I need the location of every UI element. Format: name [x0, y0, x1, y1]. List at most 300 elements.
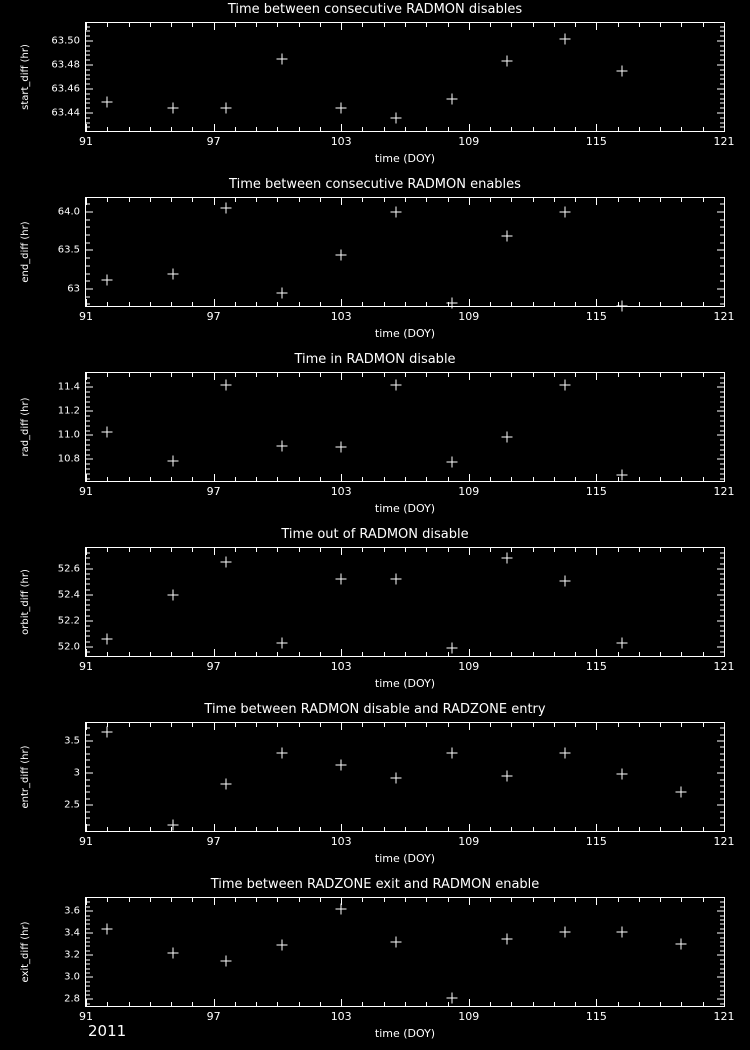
x-minor-tick	[618, 373, 619, 377]
x-minor-tick	[277, 723, 278, 727]
x-minor-tick	[256, 23, 257, 27]
data-point	[446, 993, 457, 1004]
y-minor-tick	[720, 416, 724, 417]
x-tick-label: 91	[79, 310, 93, 323]
data-point	[502, 553, 513, 564]
x-minor-tick	[299, 23, 300, 27]
x-minor-tick	[681, 827, 682, 831]
y-minor-tick	[86, 454, 90, 455]
x-minor-tick	[129, 898, 130, 902]
y-minor-tick	[720, 955, 724, 956]
y-minor-tick	[720, 387, 724, 388]
y-minor-tick	[86, 928, 90, 929]
data-point	[336, 250, 347, 261]
y-minor-tick	[86, 235, 90, 236]
y-minor-tick	[86, 41, 90, 42]
y-minor-tick	[86, 242, 90, 243]
data-point	[221, 103, 232, 114]
x-minor-tick	[214, 827, 215, 831]
x-minor-tick	[490, 652, 491, 656]
y-minor-tick	[720, 459, 724, 460]
y-minor-tick	[720, 605, 724, 606]
y-minor-tick	[720, 454, 724, 455]
y-minor-tick	[86, 766, 90, 767]
x-minor-tick	[639, 548, 640, 552]
x-minor-tick	[384, 898, 385, 902]
y-minor-tick	[86, 411, 90, 412]
y-minor-tick	[86, 999, 90, 1000]
y-minor-tick	[720, 103, 724, 104]
x-minor-tick	[554, 373, 555, 377]
x-minor-tick	[214, 1002, 215, 1006]
x-minor-tick	[618, 723, 619, 727]
x-minor-tick	[405, 827, 406, 831]
x-minor-tick	[469, 898, 470, 902]
y-minor-tick	[86, 924, 90, 925]
y-tick-label: 11.0	[57, 429, 80, 441]
data-point	[559, 206, 570, 217]
y-minor-tick	[720, 620, 724, 621]
y-minor-tick	[86, 98, 90, 99]
y-minor-tick	[720, 469, 724, 470]
x-minor-tick	[299, 827, 300, 831]
y-minor-tick	[720, 421, 724, 422]
y-minor-tick	[86, 401, 90, 402]
y-tick-label: 63.46	[51, 83, 80, 95]
x-minor-tick	[426, 373, 427, 377]
x-minor-tick	[150, 477, 151, 481]
x-minor-tick	[214, 548, 215, 552]
data-point	[102, 274, 113, 285]
x-tick-label: 121	[713, 1010, 735, 1023]
y-minor-tick	[86, 792, 90, 793]
x-minor-tick	[86, 723, 87, 727]
y-minor-tick	[720, 127, 724, 128]
y-minor-tick	[86, 760, 90, 761]
x-minor-tick	[681, 127, 682, 131]
y-minor-tick	[86, 435, 90, 436]
x-minor-tick	[405, 548, 406, 552]
x-minor-tick	[554, 477, 555, 481]
y-minor-tick	[720, 296, 724, 297]
y-tick-label: 2.5	[64, 799, 80, 811]
data-point	[168, 103, 179, 114]
y-minor-tick	[720, 728, 724, 729]
y-minor-tick	[720, 122, 724, 123]
data-point	[168, 589, 179, 600]
x-minor-tick	[575, 652, 576, 656]
data-point	[391, 206, 402, 217]
y-minor-tick	[720, 473, 724, 474]
x-minor-tick	[426, 302, 427, 306]
x-minor-tick	[554, 198, 555, 202]
x-minor-tick	[299, 898, 300, 902]
x-minor-tick	[107, 827, 108, 831]
x-tick-label: 121	[713, 835, 735, 848]
y-minor-tick	[86, 558, 90, 559]
y-minor-tick	[720, 805, 724, 806]
x-minor-tick	[490, 477, 491, 481]
x-minor-tick	[384, 477, 385, 481]
x-minor-tick	[448, 23, 449, 27]
x-minor-tick	[618, 198, 619, 202]
y-minor-tick	[86, 55, 90, 56]
y-minor-tick	[720, 568, 724, 569]
y-minor-tick	[720, 445, 724, 446]
y-minor-tick	[86, 568, 90, 569]
x-minor-tick	[129, 1002, 130, 1006]
data-point	[102, 727, 113, 738]
x-minor-tick	[724, 302, 725, 306]
y-minor-tick	[86, 615, 90, 616]
data-point	[559, 575, 570, 586]
y-minor-tick	[86, 204, 90, 205]
y-minor-tick	[720, 933, 724, 934]
x-minor-tick	[469, 127, 470, 131]
y-minor-tick	[86, 626, 90, 627]
y-tick-label: 3.4	[64, 927, 80, 939]
x-minor-tick	[256, 548, 257, 552]
plot-area	[57, 197, 735, 323]
y-minor-tick	[86, 942, 90, 943]
y-minor-tick	[720, 915, 724, 916]
y-minor-tick	[86, 440, 90, 441]
y-minor-tick	[86, 584, 90, 585]
y-minor-tick	[86, 469, 90, 470]
y-minor-tick	[86, 933, 90, 934]
x-minor-tick	[362, 1002, 363, 1006]
x-minor-tick	[320, 302, 321, 306]
x-minor-tick	[681, 302, 682, 306]
y-minor-tick	[720, 74, 724, 75]
data-point	[446, 456, 457, 467]
x-axis-label: time (DOY)	[374, 852, 436, 865]
x-minor-tick	[490, 827, 491, 831]
y-minor-tick	[720, 204, 724, 205]
x-minor-tick	[256, 302, 257, 306]
x-minor-tick	[192, 548, 193, 552]
x-minor-tick	[575, 23, 576, 27]
y-minor-tick	[720, 766, 724, 767]
x-minor-tick	[490, 898, 491, 902]
y-minor-tick	[720, 986, 724, 987]
x-minor-tick	[150, 1002, 151, 1006]
y-minor-tick	[720, 818, 724, 819]
x-minor-tick	[724, 827, 725, 831]
x-minor-tick	[150, 827, 151, 831]
y-minor-tick	[720, 304, 724, 305]
y-minor-tick	[720, 981, 724, 982]
chart-title: Time between RADMON disable and RADZONE entry	[204, 702, 546, 717]
data-point	[391, 574, 402, 585]
x-tick-label: 109	[458, 485, 480, 498]
x-minor-tick	[533, 723, 534, 727]
x-minor-tick	[129, 548, 130, 552]
x-minor-tick	[277, 373, 278, 377]
y-minor-tick	[720, 773, 724, 774]
x-tick-label: 109	[458, 1010, 480, 1023]
y-minor-tick	[86, 69, 90, 70]
x-minor-tick	[511, 198, 512, 202]
y-minor-tick	[720, 615, 724, 616]
x-minor-tick	[639, 373, 640, 377]
x-minor-tick	[469, 827, 470, 831]
x-minor-tick	[469, 198, 470, 202]
x-minor-tick	[511, 477, 512, 481]
y-minor-tick	[720, 84, 724, 85]
x-minor-tick	[639, 1002, 640, 1006]
x-tick-label: 121	[713, 310, 735, 323]
y-minor-tick	[720, 31, 724, 32]
x-minor-tick	[660, 198, 661, 202]
chart-panel	[0, 525, 750, 700]
x-tick-label: 91	[79, 135, 93, 148]
x-minor-tick	[341, 198, 342, 202]
data-point	[102, 97, 113, 108]
x-minor-tick	[639, 477, 640, 481]
x-minor-tick	[320, 373, 321, 377]
x-minor-tick	[660, 1002, 661, 1006]
x-minor-tick	[86, 548, 87, 552]
x-minor-tick	[724, 23, 725, 27]
y-minor-tick	[720, 574, 724, 575]
x-minor-tick	[362, 652, 363, 656]
y-minor-tick	[86, 818, 90, 819]
y-minor-tick	[720, 579, 724, 580]
x-minor-tick	[384, 302, 385, 306]
x-minor-tick	[596, 23, 597, 27]
x-minor-tick	[448, 548, 449, 552]
y-axis-label: start_diff (hr)	[19, 44, 31, 110]
y-minor-tick	[720, 449, 724, 450]
y-minor-tick	[720, 824, 724, 825]
x-minor-tick	[235, 652, 236, 656]
y-minor-tick	[86, 416, 90, 417]
x-minor-tick	[490, 198, 491, 202]
x-minor-tick	[639, 898, 640, 902]
x-minor-tick	[511, 23, 512, 27]
y-minor-tick	[720, 211, 724, 212]
x-minor-tick	[426, 652, 427, 656]
y-tick-label: 63.5	[57, 244, 80, 256]
x-minor-tick	[554, 302, 555, 306]
y-minor-tick	[86, 937, 90, 938]
x-minor-tick	[171, 548, 172, 552]
y-minor-tick	[86, 108, 90, 109]
x-tick-label: 91	[79, 1010, 93, 1023]
x-tick-label: 115	[585, 835, 607, 848]
y-minor-tick	[720, 928, 724, 929]
y-tick-label: 52.4	[57, 589, 80, 601]
x-minor-tick	[469, 477, 470, 481]
y-minor-tick	[720, 377, 724, 378]
x-minor-tick	[490, 548, 491, 552]
y-minor-tick	[720, 584, 724, 585]
y-minor-tick	[86, 421, 90, 422]
y-tick-label: 3.6	[64, 905, 80, 917]
x-tick-label: 103	[330, 310, 352, 323]
data-point	[446, 93, 457, 104]
y-minor-tick	[720, 760, 724, 761]
y-minor-tick	[86, 449, 90, 450]
x-minor-tick	[511, 898, 512, 902]
y-minor-tick	[720, 93, 724, 94]
y-minor-tick	[86, 981, 90, 982]
x-minor-tick	[86, 198, 87, 202]
y-minor-tick	[720, 792, 724, 793]
x-tick-label: 91	[79, 835, 93, 848]
data-point	[559, 927, 570, 938]
x-tick-label: 103	[330, 485, 352, 498]
x-minor-tick	[511, 652, 512, 656]
y-minor-tick	[86, 959, 90, 960]
x-minor-tick	[129, 723, 130, 727]
x-minor-tick	[533, 477, 534, 481]
y-minor-tick	[86, 478, 90, 479]
data-point	[391, 937, 402, 948]
x-minor-tick	[724, 548, 725, 552]
x-minor-tick	[341, 898, 342, 902]
y-minor-tick	[720, 117, 724, 118]
y-minor-tick	[720, 950, 724, 951]
y-minor-tick	[86, 589, 90, 590]
y-minor-tick	[720, 734, 724, 735]
x-minor-tick	[426, 723, 427, 727]
y-minor-tick	[720, 959, 724, 960]
y-tick-label: 2.8	[64, 993, 80, 1005]
y-minor-tick	[720, 430, 724, 431]
x-minor-tick	[575, 198, 576, 202]
y-minor-tick	[720, 741, 724, 742]
data-point	[336, 103, 347, 114]
x-minor-tick	[320, 723, 321, 727]
data-point	[446, 297, 457, 308]
data-point	[502, 431, 513, 442]
y-minor-tick	[720, 600, 724, 601]
x-tick-label: 115	[585, 310, 607, 323]
x-minor-tick	[256, 723, 257, 727]
y-minor-tick	[86, 265, 90, 266]
data-point	[168, 269, 179, 280]
x-minor-tick	[107, 652, 108, 656]
x-minor-tick	[554, 827, 555, 831]
x-minor-tick	[235, 127, 236, 131]
plot-area	[64, 897, 735, 1023]
x-minor-tick	[703, 477, 704, 481]
x-minor-tick	[235, 302, 236, 306]
x-axis-label: time (DOY)	[374, 502, 436, 515]
x-minor-tick	[277, 477, 278, 481]
x-minor-tick	[214, 477, 215, 481]
y-minor-tick	[720, 786, 724, 787]
y-minor-tick	[86, 289, 90, 290]
x-axis-label: time (DOY)	[374, 152, 436, 165]
y-minor-tick	[720, 646, 724, 647]
y-minor-tick	[720, 113, 724, 114]
x-minor-tick	[362, 302, 363, 306]
x-axis-label: time (DOY)	[374, 1027, 436, 1040]
y-minor-tick	[86, 211, 90, 212]
x-minor-tick	[426, 1002, 427, 1006]
x-minor-tick	[277, 827, 278, 831]
y-minor-tick	[86, 955, 90, 956]
x-minor-tick	[596, 827, 597, 831]
x-minor-tick	[341, 127, 342, 131]
x-minor-tick	[490, 723, 491, 727]
y-minor-tick	[86, 122, 90, 123]
x-minor-tick	[448, 373, 449, 377]
x-minor-tick	[150, 548, 151, 552]
y-tick-label: 3.2	[64, 949, 80, 961]
x-minor-tick	[192, 898, 193, 902]
x-minor-tick	[511, 827, 512, 831]
x-minor-tick	[490, 127, 491, 131]
x-axis-label: time (DOY)	[374, 327, 436, 340]
data-point	[616, 927, 627, 938]
y-minor-tick	[720, 60, 724, 61]
x-minor-tick	[703, 898, 704, 902]
x-minor-tick	[660, 23, 661, 27]
y-minor-tick	[86, 79, 90, 80]
x-minor-tick	[533, 652, 534, 656]
x-minor-tick	[618, 1002, 619, 1006]
x-minor-tick	[405, 898, 406, 902]
y-minor-tick	[720, 779, 724, 780]
x-minor-tick	[256, 827, 257, 831]
y-minor-tick	[86, 273, 90, 274]
x-minor-tick	[256, 127, 257, 131]
x-tick-label: 109	[458, 660, 480, 673]
y-minor-tick	[86, 824, 90, 825]
y-minor-tick	[720, 946, 724, 947]
x-tick-label: 109	[458, 135, 480, 148]
x-tick-label: 91	[79, 660, 93, 673]
y-minor-tick	[720, 65, 724, 66]
x-minor-tick	[724, 198, 725, 202]
y-minor-tick	[86, 473, 90, 474]
x-minor-tick	[618, 652, 619, 656]
x-minor-tick	[681, 1002, 682, 1006]
x-tick-label: 97	[206, 835, 221, 848]
data-point	[102, 634, 113, 645]
y-minor-tick	[86, 377, 90, 378]
x-minor-tick	[362, 827, 363, 831]
x-minor-tick	[575, 302, 576, 306]
x-minor-tick	[660, 723, 661, 727]
x-minor-tick	[107, 198, 108, 202]
x-minor-tick	[192, 302, 193, 306]
x-minor-tick	[681, 373, 682, 377]
x-minor-tick	[405, 477, 406, 481]
y-minor-tick	[720, 235, 724, 236]
x-minor-tick	[533, 898, 534, 902]
x-minor-tick	[469, 1002, 470, 1006]
y-minor-tick	[86, 741, 90, 742]
x-axis-label: time (DOY)	[374, 677, 436, 690]
x-minor-tick	[533, 1002, 534, 1006]
data-point	[502, 933, 513, 944]
y-minor-tick	[720, 440, 724, 441]
y-minor-tick	[86, 45, 90, 46]
y-minor-tick	[86, 74, 90, 75]
data-point	[102, 923, 113, 934]
x-minor-tick	[405, 127, 406, 131]
y-minor-tick	[86, 753, 90, 754]
x-tick-label: 109	[458, 835, 480, 848]
x-minor-tick	[171, 477, 172, 481]
y-minor-tick	[86, 964, 90, 965]
x-minor-tick	[384, 23, 385, 27]
